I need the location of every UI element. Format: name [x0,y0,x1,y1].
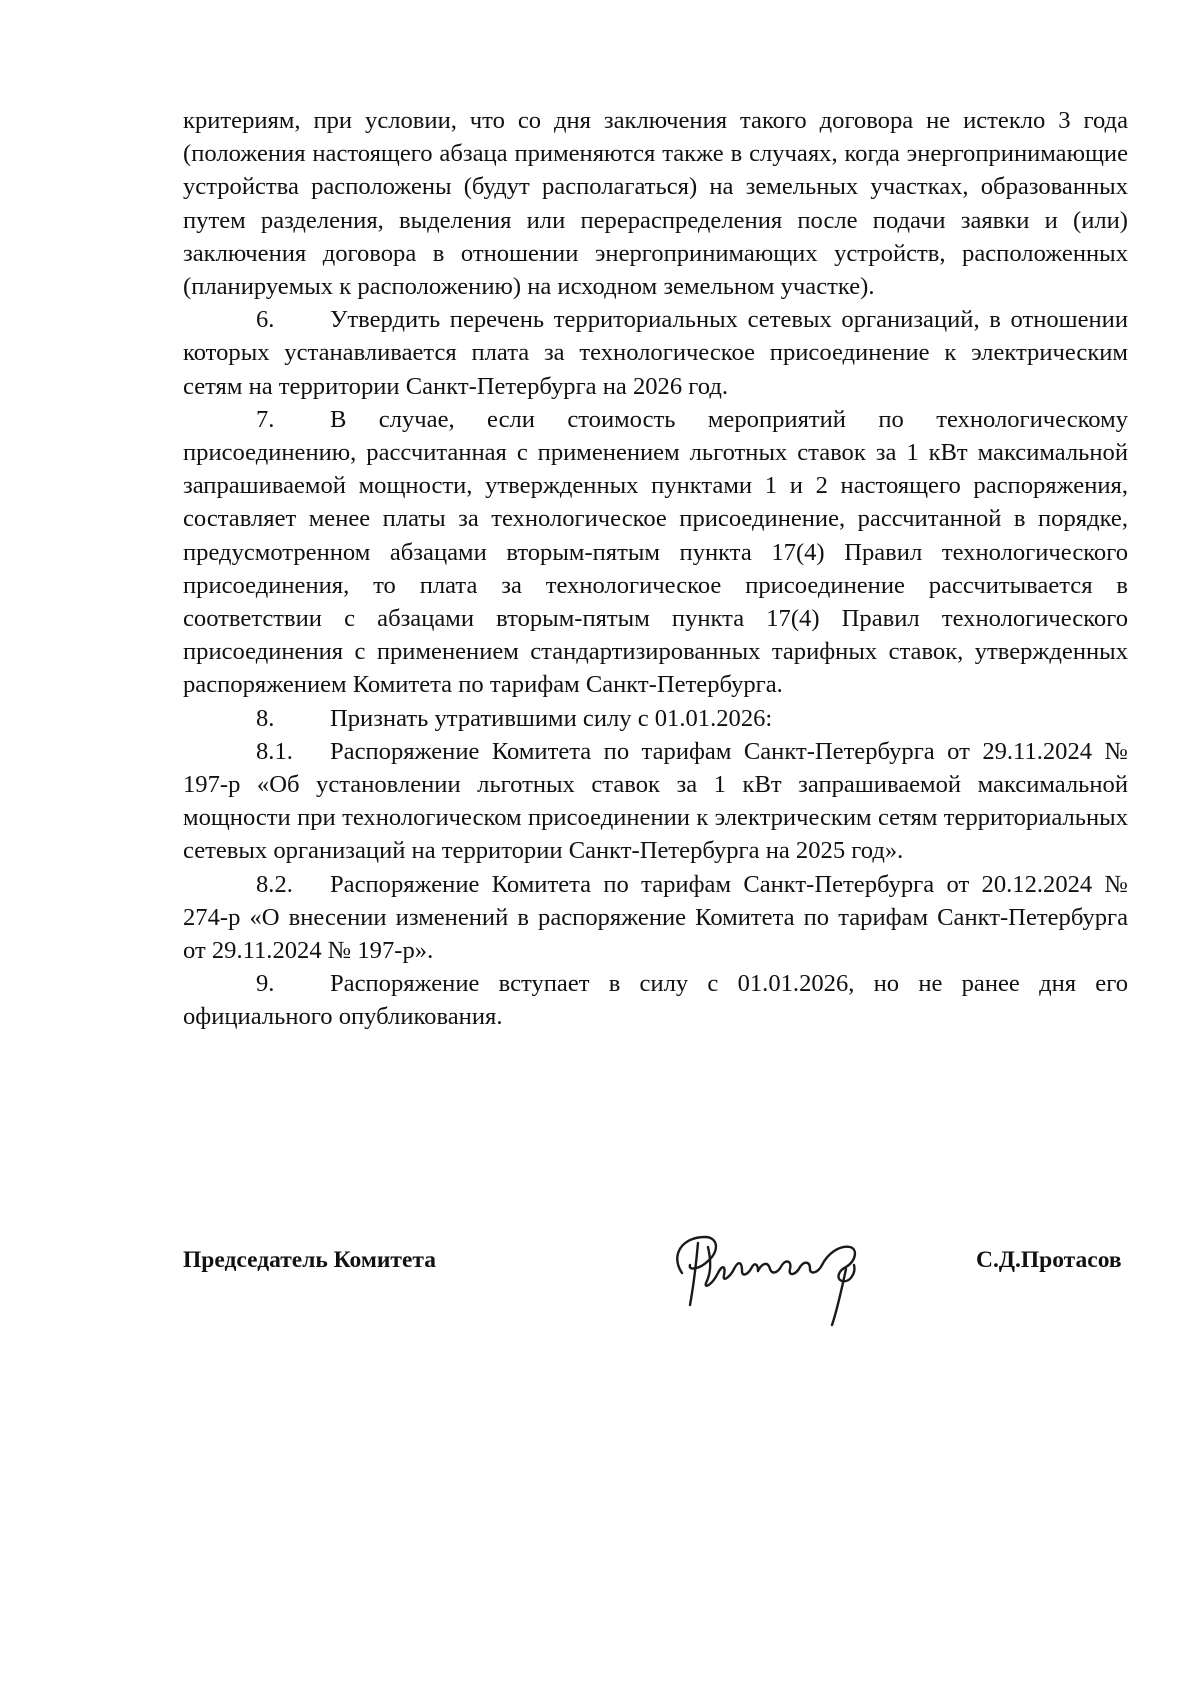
paragraph-text: критериям, при условии, что со дня заключения такого договора не истекло 3 года (положения настоящего абзаца применяются также в случаях, когда энергопринимающие устройства расположены (будут располагаться) на земельных участках, образованных путем разделения, выделения или перераспределения после подачи заявки и (или) заключения договора в отношении энергопринимающих устройств, расположенных (планируемых к расположению) на исходном земельном участке). [183,107,1128,301]
paragraph-item-8-2 [183,868,1128,968]
paragraph-number: 9. [256,970,275,998]
paragraph-text: Распоряжение Комитета по тарифам Санкт-Петербурга от 20.12.2024 № 274-р «О внесении изменений в распоряжение Комитета по тарифам Санкт-Петербурга от 29.11.2024 № 197-р». [183,870,1128,965]
paragraph-number: 8.1. [256,737,293,765]
signature-block [0,1225,1200,1355]
paragraph-number: 7. [256,405,275,433]
paragraph-text: В случае, если стоимость мероприятий по технологическому присоединению, рассчитанная с применением льготных ставок за 1 кВт максимальной запрашиваемой мощности, утвержденных пунктами 1 и 2 настоящего распоряжения, составляет менее платы за технологическое присоединение, рассчитанной в порядке, предусмотренном абзацами вторым-пятым пункта 17(4) Правил технологического присоединения, то плата за технологическое присоединение рассчитывается в соответствии с абзацами вторым-пятым пункта 17(4) Правил технологического присоединения с применением стандартизированных тарифных ставок, утвержденных распоряжением Комитета по тарифам Санкт-Петербурга. [183,405,1128,699]
paragraph-text: Распоряжение Комитета по тарифам Санкт-Петербурга от 29.11.2024 № 197-р «Об установлении льготных ставок за 1 кВт запрашиваемой максимальной мощности при технологическом присоединении к электрическим сетям территориальных сетевых организаций на территории Санкт-Петербурга на 2025 год». [183,737,1128,865]
paragraph-continuation [183,104,1128,303]
paragraph-item-6 [183,303,1128,403]
paragraph-text: Распоряжение вступает в силу с 01.01.2026, но не ранее дня его официального опубликования. [183,970,1128,1031]
paragraph-number: 8.2. [256,870,293,898]
signatory-name: С.Д.Протасов [976,1247,1122,1273]
paragraph-item-8 [183,702,1128,735]
document-body [183,104,1128,1034]
paragraph-number: 8. [256,704,275,732]
paragraph-text: Утвердить перечень территориальных сетевых организаций, в отношении которых устанавливается плата за технологическое присоединение к электрическим сетям на территории Санкт-Петербурга на 2026 год. [183,306,1128,400]
signatory-title: Председатель Комитета [183,1247,436,1273]
paragraph-text: Признать утратившими силу с 01.01.2026: [330,704,773,732]
paragraph-number: 6. [256,306,275,334]
handwritten-signature [660,1225,910,1345]
paragraph-item-7 [183,403,1128,702]
paragraph-item-8-1 [183,735,1128,868]
paragraph-item-9 [183,967,1128,1033]
